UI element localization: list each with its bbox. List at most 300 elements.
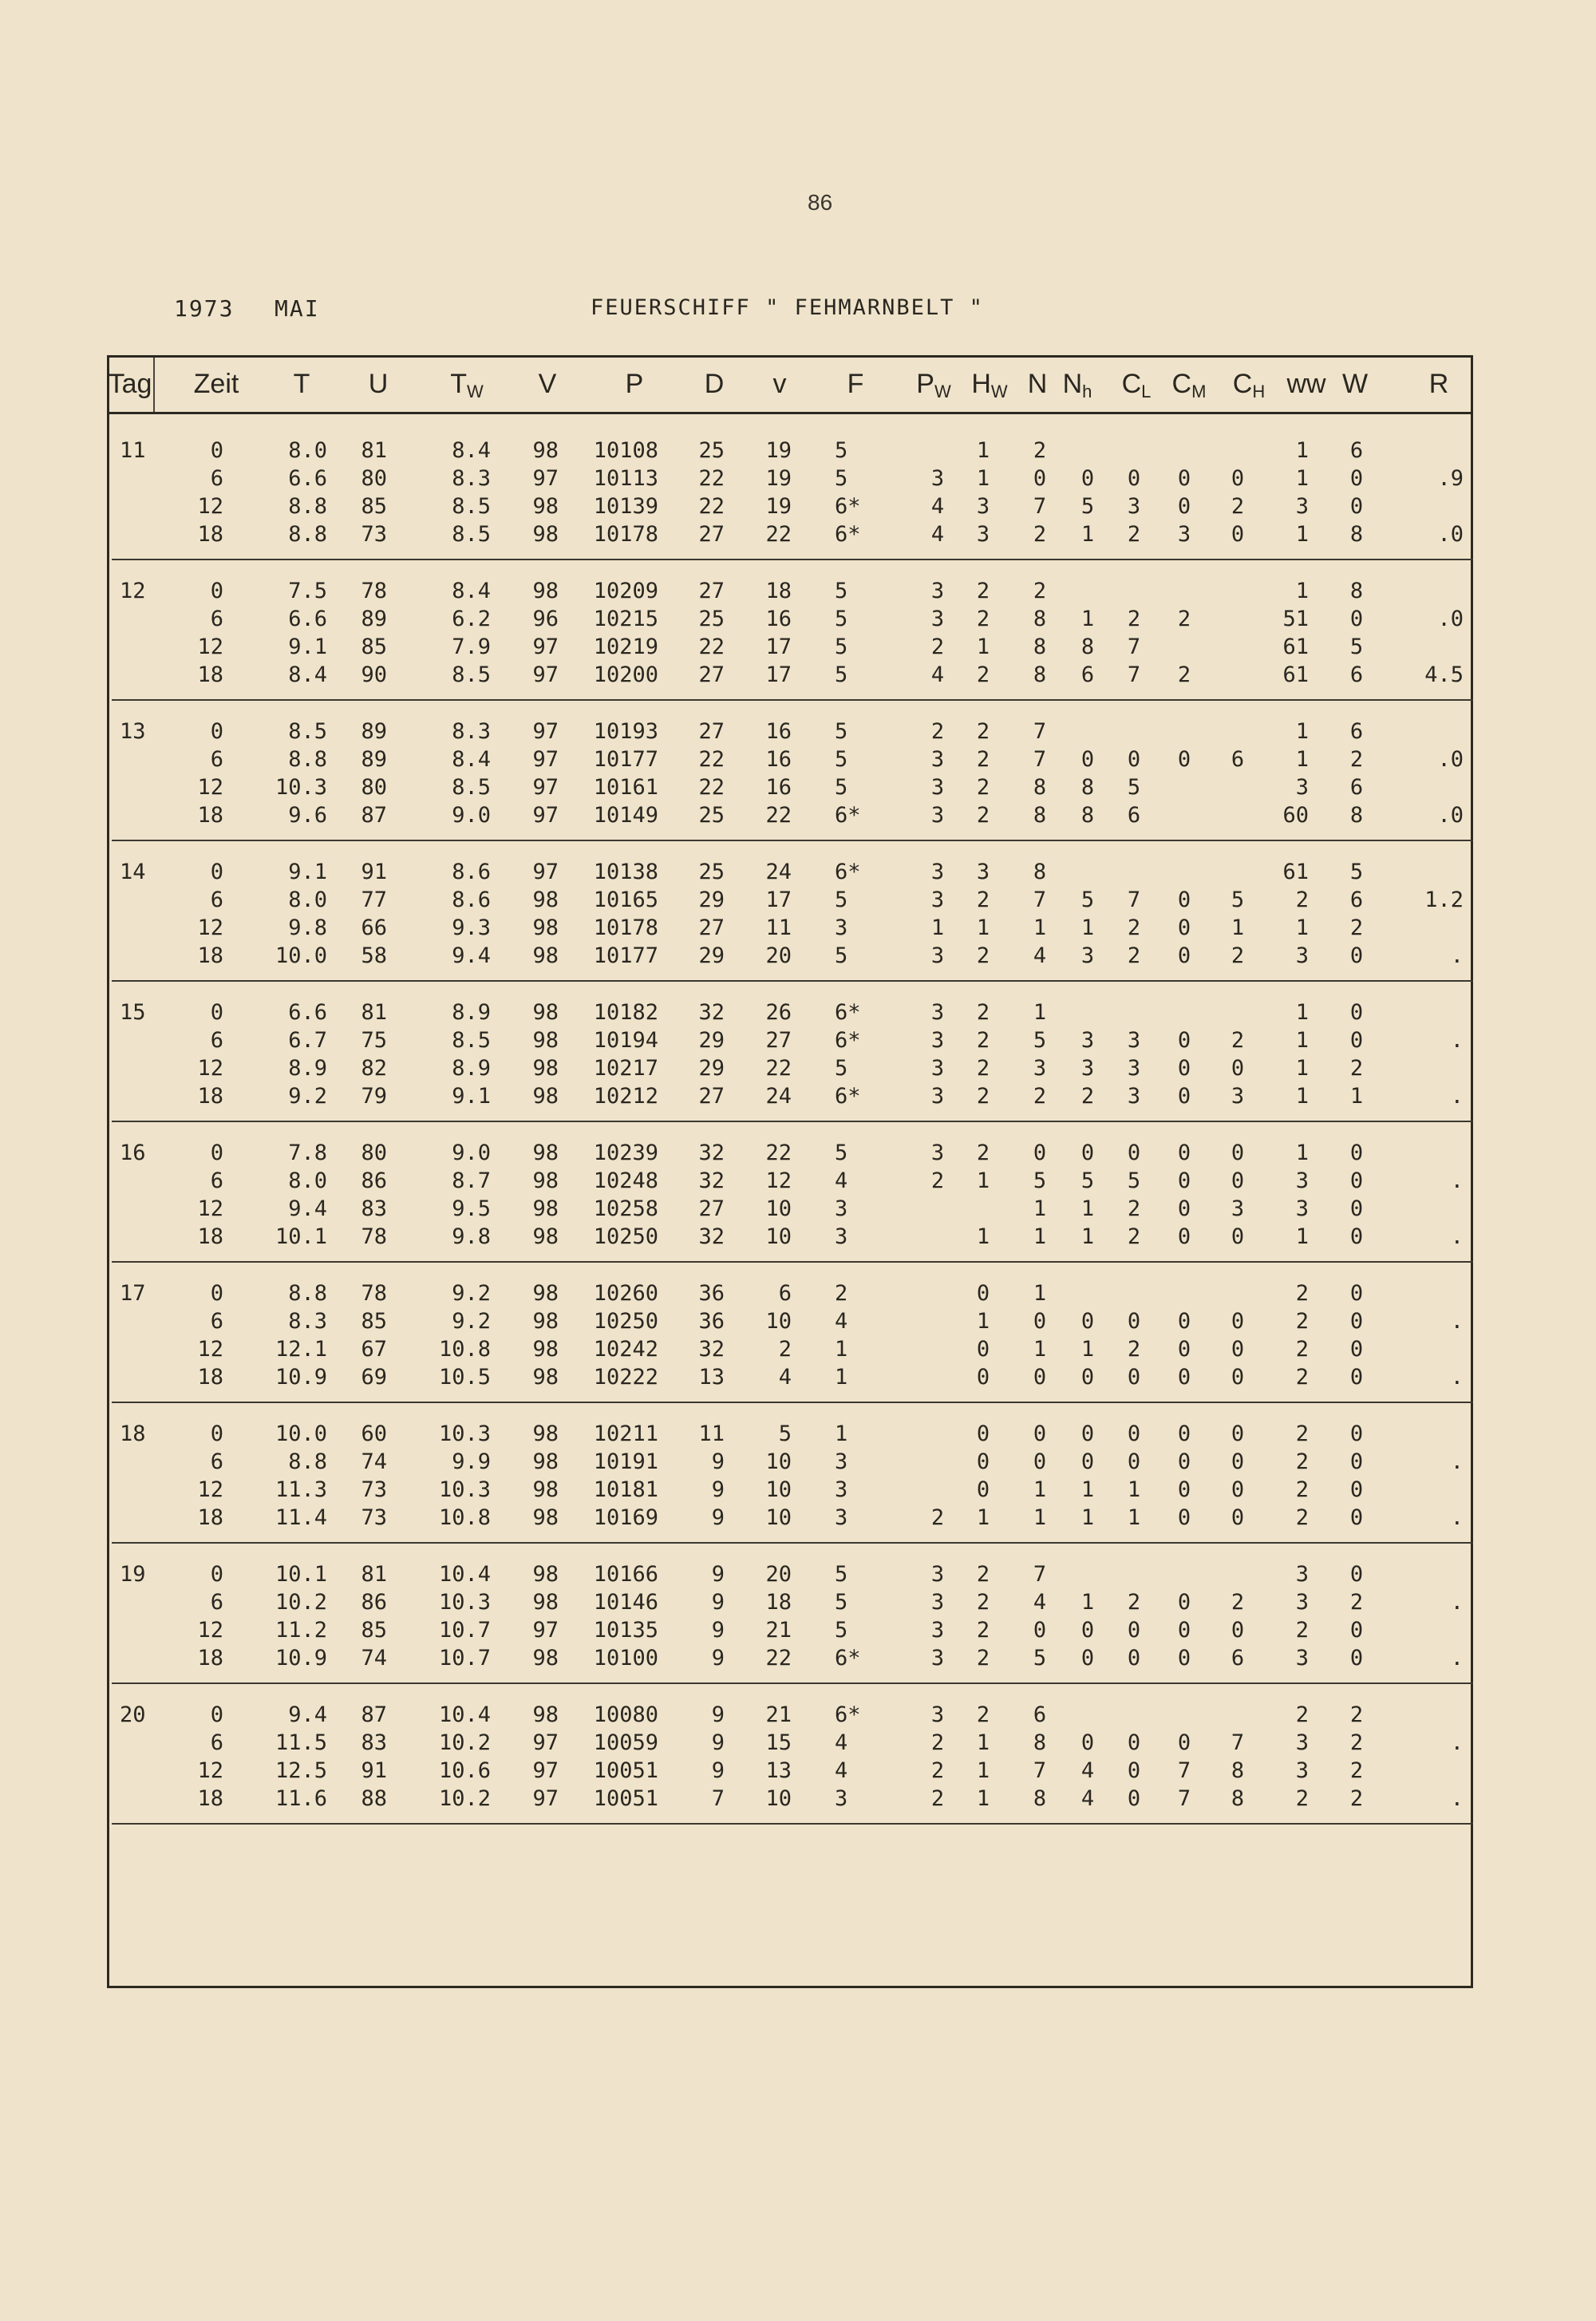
cell-u: 80 (361, 466, 387, 491)
cell-hw: 1 (976, 438, 990, 463)
cell-w: 0 (1349, 1168, 1364, 1193)
cell-u: 85 (361, 494, 387, 519)
day-separator (112, 559, 1473, 560)
cell-pw: 3 (930, 1702, 945, 1727)
cell-r: .0 (1437, 803, 1464, 828)
cell-w: 0 (1349, 1337, 1364, 1362)
cell-cl: 7 (1127, 635, 1141, 659)
cell-t: 11.3 (275, 1477, 327, 1502)
cell-nh: 8 (1080, 635, 1095, 659)
cell-v: 97 (532, 1758, 559, 1783)
cell-v: 97 (532, 1730, 559, 1755)
cell-v: 97 (532, 719, 559, 744)
cell-hw: 1 (976, 1505, 990, 1530)
column-header-v: v (772, 369, 787, 399)
cell-u: 90 (361, 662, 387, 687)
cell-v: 98 (532, 438, 559, 463)
cell-u: 74 (361, 1449, 387, 1474)
cell-w: 0 (1349, 1505, 1364, 1530)
cell-p: 10177 (593, 943, 658, 968)
cell-v: 98 (532, 1337, 559, 1362)
cell-cm: 0 (1177, 1590, 1191, 1615)
cell-nh: 0 (1080, 1449, 1095, 1474)
cell-u: 85 (361, 635, 387, 659)
cell-tw: 8.4 (452, 438, 491, 463)
column-header-u: U (368, 369, 389, 399)
cell-n: 6 (1033, 1702, 1047, 1727)
cell-pw: 3 (930, 1590, 945, 1615)
cell-f: 5 (835, 607, 848, 631)
cell-u: 81 (361, 1000, 387, 1025)
cell-d: 9 (711, 1758, 725, 1783)
cell-f: 3 (835, 1786, 848, 1811)
column-header-w: W (1341, 369, 1369, 399)
cell-n: 0 (1033, 1309, 1047, 1334)
cell-v: 97 (532, 747, 559, 772)
cell-nh: 1 (1080, 1196, 1095, 1221)
cell-d: 25 (698, 438, 725, 463)
cell-cm: 0 (1177, 1309, 1191, 1334)
cell-pw: 2 (930, 635, 945, 659)
cell-tw: 8.7 (452, 1168, 491, 1193)
cell-p: 10059 (593, 1730, 658, 1755)
cell-f: 3 (835, 1449, 848, 1474)
cell-ww: 3 (1295, 943, 1309, 968)
day-separator (112, 1823, 1473, 1825)
cell-n: 1 (1033, 1224, 1047, 1249)
cell-r: .0 (1437, 607, 1464, 631)
cell-r: . (1450, 943, 1464, 968)
cell-u: 83 (361, 1196, 387, 1221)
cell-t: 9.1 (288, 860, 327, 884)
cell-v: 17 (765, 888, 792, 912)
cell-d: 27 (698, 579, 725, 603)
cell-tw: 8.5 (452, 662, 491, 687)
cell-w: 2 (1349, 1056, 1364, 1081)
cell-f: 5 (835, 1618, 848, 1643)
cell-hw: 2 (976, 1056, 990, 1081)
cell-d: 29 (698, 1028, 725, 1053)
cell-v: 18 (765, 1590, 792, 1615)
cell-f: 5 (835, 438, 848, 463)
cell-p: 10258 (593, 1196, 658, 1221)
day-separator (112, 1682, 1473, 1684)
cell-t: 10.9 (275, 1646, 327, 1671)
cell-cl: 1 (1127, 1477, 1141, 1502)
cell-pw: 3 (930, 607, 945, 631)
cell-r: . (1450, 1505, 1464, 1530)
cell-ch: 3 (1231, 1196, 1245, 1221)
cell-ww: 3 (1295, 1758, 1309, 1783)
cell-f: 5 (835, 635, 848, 659)
cell-n: 8 (1033, 1730, 1047, 1755)
cell-n: 7 (1033, 494, 1047, 519)
day-label: 15 (120, 1000, 146, 1025)
cell-ch: 8 (1231, 1758, 1245, 1783)
cell-d: 27 (698, 1084, 725, 1109)
cell-n: 8 (1033, 860, 1047, 884)
cell-nh: 5 (1080, 888, 1095, 912)
cell-cl: 3 (1127, 1056, 1141, 1081)
cell-hw: 2 (976, 1646, 990, 1671)
cell-w: 0 (1349, 1141, 1364, 1165)
cell-pw: 3 (930, 1056, 945, 1081)
cell-cl: 5 (1127, 775, 1141, 800)
cell-nh: 5 (1080, 494, 1095, 519)
cell-u: 66 (361, 915, 387, 940)
cell-t: 9.6 (288, 803, 327, 828)
cell-v: 98 (532, 1562, 559, 1587)
cell-cm: 0 (1177, 1028, 1191, 1053)
cell-zeit: 6 (210, 747, 223, 772)
cell-n: 2 (1033, 522, 1047, 547)
cell-t: 10.0 (275, 943, 327, 968)
cell-p: 10209 (593, 579, 658, 603)
cell-ww: 1 (1295, 522, 1309, 547)
cell-ww: 2 (1295, 1365, 1309, 1390)
cell-d: 9 (711, 1646, 725, 1671)
cell-ch: 0 (1231, 1224, 1245, 1249)
cell-u: 73 (361, 1477, 387, 1502)
cell-w: 6 (1349, 888, 1364, 912)
cell-ch: 0 (1231, 466, 1245, 491)
cell-f: 5 (835, 1590, 848, 1615)
cell-n: 1 (1033, 915, 1047, 940)
cell-tw: 8.3 (452, 719, 491, 744)
cell-tw: 7.9 (452, 635, 491, 659)
cell-n: 1 (1033, 1337, 1047, 1362)
cell-zeit: 0 (210, 438, 223, 463)
cell-cm: 0 (1177, 888, 1191, 912)
cell-cm: 0 (1177, 466, 1191, 491)
cell-nh: 8 (1080, 775, 1095, 800)
cell-zeit: 0 (210, 1562, 223, 1587)
cell-tw: 10.3 (438, 1421, 491, 1446)
cell-tw: 8.6 (452, 860, 491, 884)
cell-f: 5 (835, 1056, 848, 1081)
cell-d: 27 (698, 522, 725, 547)
cell-v: 98 (532, 1309, 559, 1334)
cell-zeit: 6 (210, 1309, 223, 1334)
cell-w: 0 (1349, 1421, 1364, 1446)
cell-f: 5 (835, 662, 848, 687)
cell-ww: 2 (1295, 1505, 1309, 1530)
cell-t: 10.9 (275, 1365, 327, 1390)
cell-pw: 3 (930, 1000, 945, 1025)
cell-cl: 3 (1127, 1084, 1141, 1109)
column-header-zeit: Zeit (193, 369, 239, 399)
cell-hw: 0 (976, 1337, 990, 1362)
cell-w: 0 (1349, 1281, 1364, 1306)
cell-v: 98 (532, 888, 559, 912)
cell-pw: 2 (930, 1758, 945, 1783)
cell-f: 6* (835, 1646, 861, 1671)
cell-hw: 1 (976, 1309, 990, 1334)
cell-zeit: 6 (210, 1449, 223, 1474)
cell-hw: 2 (976, 1618, 990, 1643)
cell-zeit: 18 (197, 1365, 223, 1390)
cell-zeit: 12 (197, 494, 223, 519)
day-label: 12 (120, 579, 146, 603)
cell-n: 7 (1033, 747, 1047, 772)
cell-f: 4 (835, 1730, 848, 1755)
cell-pw: 1 (930, 915, 945, 940)
cell-w: 6 (1349, 775, 1364, 800)
cell-u: 91 (361, 1758, 387, 1783)
cell-d: 27 (698, 719, 725, 744)
cell-hw: 1 (976, 1758, 990, 1783)
header-year: 1973 (174, 295, 235, 322)
cell-pw: 3 (930, 1028, 945, 1053)
cell-p: 10193 (593, 719, 658, 744)
cell-hw: 0 (976, 1449, 990, 1474)
cell-zeit: 6 (210, 1590, 223, 1615)
cell-pw: 3 (930, 860, 945, 884)
cell-d: 9 (711, 1562, 725, 1587)
cell-v: 97 (532, 466, 559, 491)
cell-p: 10250 (593, 1224, 658, 1249)
cell-cm: 0 (1177, 1084, 1191, 1109)
cell-t: 9.4 (288, 1196, 327, 1221)
cell-v: 13 (765, 1758, 792, 1783)
cell-n: 5 (1033, 1646, 1047, 1671)
cell-cm: 0 (1177, 1337, 1191, 1362)
cell-w: 2 (1349, 1702, 1364, 1727)
cell-v: 10 (765, 1477, 792, 1502)
cell-hw: 0 (976, 1365, 990, 1390)
cell-cm: 0 (1177, 1477, 1191, 1502)
cell-u: 87 (361, 803, 387, 828)
day-label: 19 (120, 1562, 146, 1587)
column-header-hw: $H_W$ (971, 369, 1008, 401)
cell-t: 12.5 (275, 1758, 327, 1783)
day-label: 20 (120, 1702, 146, 1727)
cell-cm: 3 (1177, 522, 1191, 547)
cell-f: 3 (835, 1224, 848, 1249)
cell-cl: 1 (1127, 1505, 1141, 1530)
cell-pw: 3 (930, 747, 945, 772)
cell-cm: 2 (1177, 607, 1191, 631)
cell-t: 8.3 (288, 1309, 327, 1334)
cell-hw: 1 (976, 466, 990, 491)
cell-pw: 3 (930, 1646, 945, 1671)
cell-hw: 2 (976, 1141, 990, 1165)
cell-t: 8.0 (288, 1168, 327, 1193)
cell-r: 1.2 (1424, 888, 1464, 912)
cell-nh: 3 (1080, 1028, 1095, 1053)
cell-v: 97 (532, 1786, 559, 1811)
cell-n: 3 (1033, 1056, 1047, 1081)
cell-v: 11 (765, 915, 792, 940)
cell-hw: 0 (976, 1281, 990, 1306)
cell-r: .9 (1437, 466, 1464, 491)
cell-v: 98 (532, 1590, 559, 1615)
column-header-n: N (1027, 369, 1048, 399)
cell-ww: 3 (1295, 1168, 1309, 1193)
cell-p: 10169 (593, 1505, 658, 1530)
cell-tw: 8.6 (452, 888, 491, 912)
cell-hw: 3 (976, 522, 990, 547)
cell-zeit: 0 (210, 1141, 223, 1165)
cell-n: 8 (1033, 775, 1047, 800)
header-divider (107, 412, 1473, 414)
cell-zeit: 6 (210, 1028, 223, 1053)
cell-t: 10.0 (275, 1421, 327, 1446)
cell-p: 10051 (593, 1786, 658, 1811)
cell-n: 2 (1033, 438, 1047, 463)
cell-v: 16 (765, 719, 792, 744)
cell-hw: 2 (976, 1000, 990, 1025)
cell-zeit: 18 (197, 943, 223, 968)
cell-ch: 6 (1231, 1646, 1245, 1671)
cell-pw: 4 (930, 522, 945, 547)
cell-zeit: 12 (197, 1758, 223, 1783)
cell-n: 1 (1033, 1000, 1047, 1025)
cell-tw: 10.3 (438, 1477, 491, 1502)
cell-p: 10100 (593, 1646, 658, 1671)
cell-v: 10 (765, 1505, 792, 1530)
cell-v: 16 (765, 775, 792, 800)
cell-t: 11.2 (275, 1618, 327, 1643)
cell-v: 12 (765, 1168, 792, 1193)
cell-p: 10182 (593, 1000, 658, 1025)
cell-u: 77 (361, 888, 387, 912)
cell-ww: 3 (1295, 1646, 1309, 1671)
cell-r: . (1450, 1084, 1464, 1109)
cell-r: . (1450, 1028, 1464, 1053)
cell-ch: 1 (1231, 915, 1245, 940)
cell-n: 2 (1033, 579, 1047, 603)
cell-n: 7 (1033, 1562, 1047, 1587)
cell-v: 24 (765, 860, 792, 884)
cell-r: . (1450, 1365, 1464, 1390)
cell-p: 10200 (593, 662, 658, 687)
cell-t: 10.2 (275, 1590, 327, 1615)
cell-v: 20 (765, 943, 792, 968)
cell-u: 58 (361, 943, 387, 968)
cell-v: 98 (532, 1224, 559, 1249)
cell-zeit: 12 (197, 635, 223, 659)
cell-pw: 4 (930, 494, 945, 519)
cell-v: 97 (532, 635, 559, 659)
cell-n: 1 (1033, 1505, 1047, 1530)
cell-f: 1 (835, 1421, 848, 1446)
cell-f: 5 (835, 1562, 848, 1587)
cell-tw: 6.2 (452, 607, 491, 631)
cell-zeit: 6 (210, 1168, 223, 1193)
cell-v: 98 (532, 1281, 559, 1306)
cell-cm: 0 (1177, 915, 1191, 940)
cell-zeit: 12 (197, 775, 223, 800)
cell-ww: 1 (1295, 719, 1309, 744)
cell-zeit: 0 (210, 579, 223, 603)
cell-zeit: 0 (210, 1702, 223, 1727)
cell-pw: 2 (930, 719, 945, 744)
cell-r: . (1450, 1168, 1464, 1193)
cell-cm: 0 (1177, 747, 1191, 772)
cell-hw: 2 (976, 747, 990, 772)
cell-p: 10177 (593, 747, 658, 772)
cell-w: 2 (1349, 915, 1364, 940)
cell-n: 5 (1033, 1028, 1047, 1053)
cell-nh: 3 (1080, 943, 1095, 968)
cell-hw: 3 (976, 860, 990, 884)
cell-hw: 1 (976, 635, 990, 659)
cell-cl: 2 (1127, 607, 1141, 631)
cell-nh: 0 (1080, 747, 1095, 772)
cell-tw: 10.4 (438, 1562, 491, 1587)
cell-d: 32 (698, 1168, 725, 1193)
cell-d: 25 (698, 803, 725, 828)
cell-cm: 0 (1177, 1505, 1191, 1530)
cell-v: 10 (765, 1786, 792, 1811)
cell-n: 8 (1033, 803, 1047, 828)
cell-nh: 4 (1080, 1786, 1095, 1811)
cell-nh: 1 (1080, 915, 1095, 940)
cell-f: 4 (835, 1309, 848, 1334)
cell-w: 5 (1349, 860, 1364, 884)
cell-cl: 0 (1127, 1309, 1141, 1334)
cell-p: 10239 (593, 1141, 658, 1165)
cell-cl: 0 (1127, 1786, 1141, 1811)
cell-d: 27 (698, 915, 725, 940)
cell-t: 8.8 (288, 1281, 327, 1306)
cell-d: 13 (698, 1365, 725, 1390)
cell-ch: 2 (1231, 1028, 1245, 1053)
cell-zeit: 12 (197, 1477, 223, 1502)
cell-p: 10080 (593, 1702, 658, 1727)
cell-t: 9.8 (288, 915, 327, 940)
cell-u: 80 (361, 775, 387, 800)
cell-zeit: 18 (197, 522, 223, 547)
cell-cm: 0 (1177, 1730, 1191, 1755)
cell-n: 8 (1033, 1786, 1047, 1811)
cell-tw: 9.8 (452, 1224, 491, 1249)
cell-u: 67 (361, 1337, 387, 1362)
cell-t: 6.6 (288, 466, 327, 491)
cell-hw: 1 (976, 1730, 990, 1755)
cell-v: 98 (532, 943, 559, 968)
cell-ch: 6 (1231, 747, 1245, 772)
cell-zeit: 12 (197, 1056, 223, 1081)
day-separator (112, 1121, 1473, 1122)
cell-t: 10.1 (275, 1562, 327, 1587)
cell-cm: 0 (1177, 1449, 1191, 1474)
cell-v: 26 (765, 1000, 792, 1025)
cell-t: 8.0 (288, 888, 327, 912)
cell-t: 8.5 (288, 719, 327, 744)
cell-w: 0 (1349, 1618, 1364, 1643)
cell-zeit: 12 (197, 915, 223, 940)
cell-nh: 0 (1080, 1309, 1095, 1334)
cell-ch: 7 (1231, 1730, 1245, 1755)
cell-tw: 8.5 (452, 494, 491, 519)
cell-nh: 3 (1080, 1056, 1095, 1081)
column-header-pw: $P_W$ (916, 369, 951, 401)
cell-u: 81 (361, 1562, 387, 1587)
day-label: 13 (120, 719, 146, 744)
cell-u: 91 (361, 860, 387, 884)
cell-ww: 61 (1282, 860, 1309, 884)
cell-v: 97 (532, 775, 559, 800)
cell-tw: 9.2 (452, 1281, 491, 1306)
cell-d: 9 (711, 1702, 725, 1727)
cell-f: 5 (835, 579, 848, 603)
cell-hw: 1 (976, 1168, 990, 1193)
cell-ch: 2 (1231, 1590, 1245, 1615)
cell-n: 4 (1033, 943, 1047, 968)
day-label: 18 (120, 1421, 146, 1446)
